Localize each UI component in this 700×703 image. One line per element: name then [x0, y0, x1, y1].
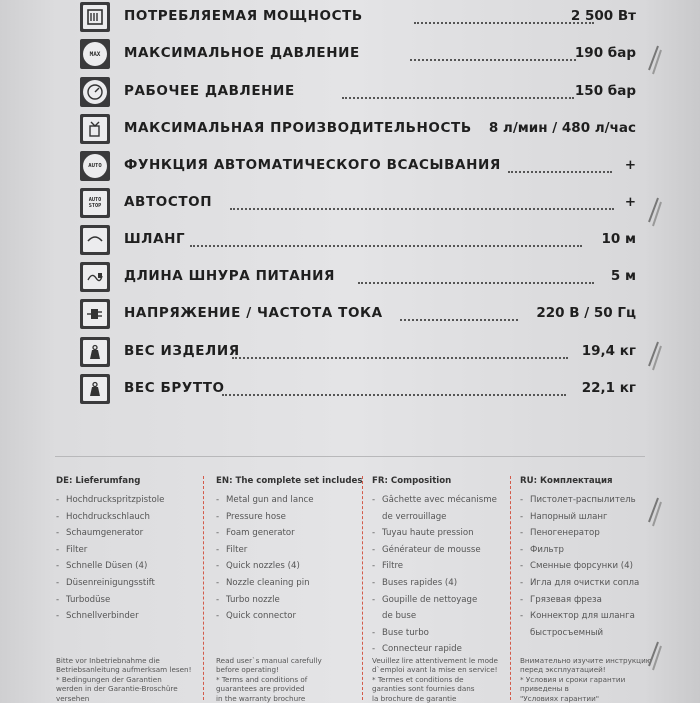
- spec-row-auto-suction: [80, 151, 636, 183]
- max-gauge-icon: MAX: [80, 39, 110, 69]
- column-title: FR: Composition: [372, 476, 452, 486]
- package-contents-en: [216, 476, 366, 703]
- list-item: - Напорный шланг: [520, 511, 608, 522]
- spec-row-gross-weight: [80, 374, 636, 406]
- leader-dots: [410, 59, 576, 61]
- list-item: - Hochdruckschlauch: [56, 511, 150, 522]
- spec-row-hose: [80, 225, 636, 257]
- binder-clip-icon: [646, 492, 662, 532]
- list-item: - Générateur de mousse: [372, 544, 481, 555]
- gross-weight-icon: [80, 374, 110, 404]
- list-item: - Schnellverbinder: [56, 611, 139, 622]
- spec-label: АВТОСТОП: [124, 194, 213, 210]
- leader-dots: [230, 208, 614, 210]
- spec-label: ВЕС БРУТТО: [124, 380, 225, 396]
- leader-dots: [190, 245, 582, 247]
- list-item: - Сменные форсунки (4): [520, 561, 633, 572]
- gauge-icon: [80, 77, 110, 107]
- usage-note: Внимательно изучите инструкцию перед эксплуатацией! * Условия и сроки гарантии приведены в "Условиях гарантии": [520, 656, 652, 703]
- spec-label: ДЛИНА ШНУРА ПИТАНИЯ: [124, 268, 336, 284]
- binder-clip-icon: [646, 636, 662, 676]
- plug-icon: [80, 299, 110, 329]
- list-item: - Hochdruckspritzpistole: [56, 495, 165, 505]
- spec-row-voltage: [80, 299, 636, 331]
- list-item: - Quick nozzles (4): [216, 561, 300, 572]
- section-divider: [55, 456, 645, 457]
- spec-row-flow: [80, 114, 636, 146]
- spec-label: ШЛАНГ: [124, 231, 186, 247]
- spec-label: ФУНКЦИЯ АВТОМАТИЧЕСКОГО ВСАСЫВАНИЯ: [124, 157, 501, 173]
- binder-clip-icon: [646, 40, 662, 80]
- leader-dots: [414, 22, 594, 24]
- list-item: - Коннектор для шланга: [520, 611, 635, 622]
- list-item: - Quick connector: [216, 611, 297, 622]
- package-contents-de: [56, 476, 206, 703]
- list-item: - Turbodüse: [56, 594, 111, 605]
- list-item: - Buses rapides (4): [372, 577, 458, 588]
- leader-dots: [232, 357, 568, 359]
- binder-clip-icon: [646, 336, 662, 376]
- list-item: - Düsenreinigungsstift: [56, 577, 155, 588]
- contents-list: [216, 492, 366, 625]
- list-item: - Tuyau haute pression: [372, 528, 474, 539]
- list-item: - Buse turbo: [372, 627, 429, 638]
- spec-value: 19,4 кг: [581, 343, 636, 359]
- column-title: EN: The complete set includes: [216, 476, 363, 486]
- spec-value: 5 м: [610, 268, 636, 284]
- spec-value: +: [624, 157, 636, 173]
- list-item: - Pressure hose: [216, 511, 286, 522]
- list-item: - Filter: [56, 544, 88, 555]
- list-item: de verrouillage: [382, 511, 447, 522]
- list-item: - Turbo nozzle: [216, 594, 280, 605]
- list-item: - Goupille de nettoyage: [372, 594, 478, 605]
- list-item: - Пеногенератор: [520, 528, 600, 539]
- usage-note: Veuillez lire attentivement le mode d`emploi avant la mise en service! * Termes et conditions de garanties sont fournies dans la brochure de garantie: [372, 656, 498, 703]
- binder-clip-icon: [646, 192, 662, 232]
- list-item: - Nozzle cleaning pin: [216, 577, 310, 588]
- leader-dots: [358, 282, 594, 284]
- spec-row-weight: [80, 337, 636, 369]
- list-item: - Filtre: [372, 561, 404, 572]
- list-item: быстросъемный: [530, 627, 604, 638]
- list-item: - Фильтр: [520, 544, 565, 555]
- flow-rate-icon: [80, 114, 110, 144]
- usage-note: Read user`s manual carefully before operating! * Terms and conditions of guarantees are provided in the warranty brochure: [216, 656, 322, 703]
- spec-value: 150 бар: [574, 83, 636, 99]
- spec-value: 190 бар: [574, 45, 636, 61]
- leader-dots: [400, 319, 518, 321]
- weight-icon: [80, 337, 110, 367]
- list-item: - Игла для очистки сопла: [520, 577, 640, 588]
- contents-list: [372, 492, 522, 658]
- power-meter-icon: [80, 2, 110, 32]
- spec-value: 2 500 Вт: [570, 8, 636, 24]
- spec-label: МАКСИМАЛЬНАЯ ПРОИЗВОДИТЕЛЬНОСТЬ: [124, 120, 472, 136]
- spec-value: 8 л/мин / 480 л/час: [488, 120, 636, 136]
- spec-row-power: [80, 2, 636, 34]
- list-item: - Пистолет-распылитель: [520, 495, 636, 505]
- list-item: - Gâchette avec mécanisme: [372, 495, 497, 505]
- spec-row-max-pressure: [80, 39, 636, 71]
- power-cord-icon: [80, 262, 110, 292]
- column-title: RU: Комплектация: [520, 476, 613, 486]
- spec-value: 220 В / 50 Гц: [536, 305, 636, 321]
- spec-row-cord: [80, 262, 636, 294]
- list-item: - Schnelle Düsen (4): [56, 561, 148, 572]
- list-item: - Connecteur rapide: [372, 644, 462, 655]
- contents-list: [56, 492, 206, 625]
- package-contents-fr: [372, 476, 522, 703]
- spec-row-autostop: [80, 188, 636, 220]
- spec-label: ВЕС ИЗДЕЛИЯ: [124, 343, 240, 359]
- spec-value: 22,1 кг: [581, 380, 636, 396]
- column-title: DE: Lieferumfang: [56, 476, 141, 486]
- spec-label: ПОТРЕБЛЯЕМАЯ МОЩНОСТЬ: [124, 8, 363, 24]
- leader-dots: [342, 97, 574, 99]
- list-item: - Грязевая фреза: [520, 594, 602, 605]
- list-item: - Schaumgenerator: [56, 528, 144, 539]
- spec-value: +: [624, 194, 636, 210]
- usage-note: Bitte vor Inbetriebnahme die Betriebsanleitung aufmerksam lesen! * Bedingungen der Garantien werden in der Garantie-Broschüre versehen: [56, 656, 192, 703]
- list-item: - Foam generator: [216, 528, 295, 539]
- column-divider: [203, 476, 204, 700]
- list-item: - Metal gun and lance: [216, 495, 314, 505]
- leader-dots: [508, 171, 612, 173]
- column-divider: [510, 476, 511, 700]
- auto-icon: AUTO: [80, 151, 110, 181]
- leader-dots: [222, 394, 566, 396]
- spec-value: 10 м: [601, 231, 636, 247]
- column-divider: [362, 476, 363, 700]
- spec-label: РАБОЧЕЕ ДАВЛЕНИЕ: [124, 83, 295, 99]
- spec-row-work-pressure: [80, 77, 636, 109]
- auto-stop-icon: AUTO STOP: [80, 188, 110, 218]
- spec-label: МАКСИМАЛЬНОЕ ДАВЛЕНИЕ: [124, 45, 360, 61]
- hose-icon: [80, 225, 110, 255]
- list-item: - Filter: [216, 544, 248, 555]
- list-item: de buse: [382, 611, 417, 622]
- spec-label: НАПРЯЖЕНИЕ / ЧАСТОТА ТОКА: [124, 305, 383, 321]
